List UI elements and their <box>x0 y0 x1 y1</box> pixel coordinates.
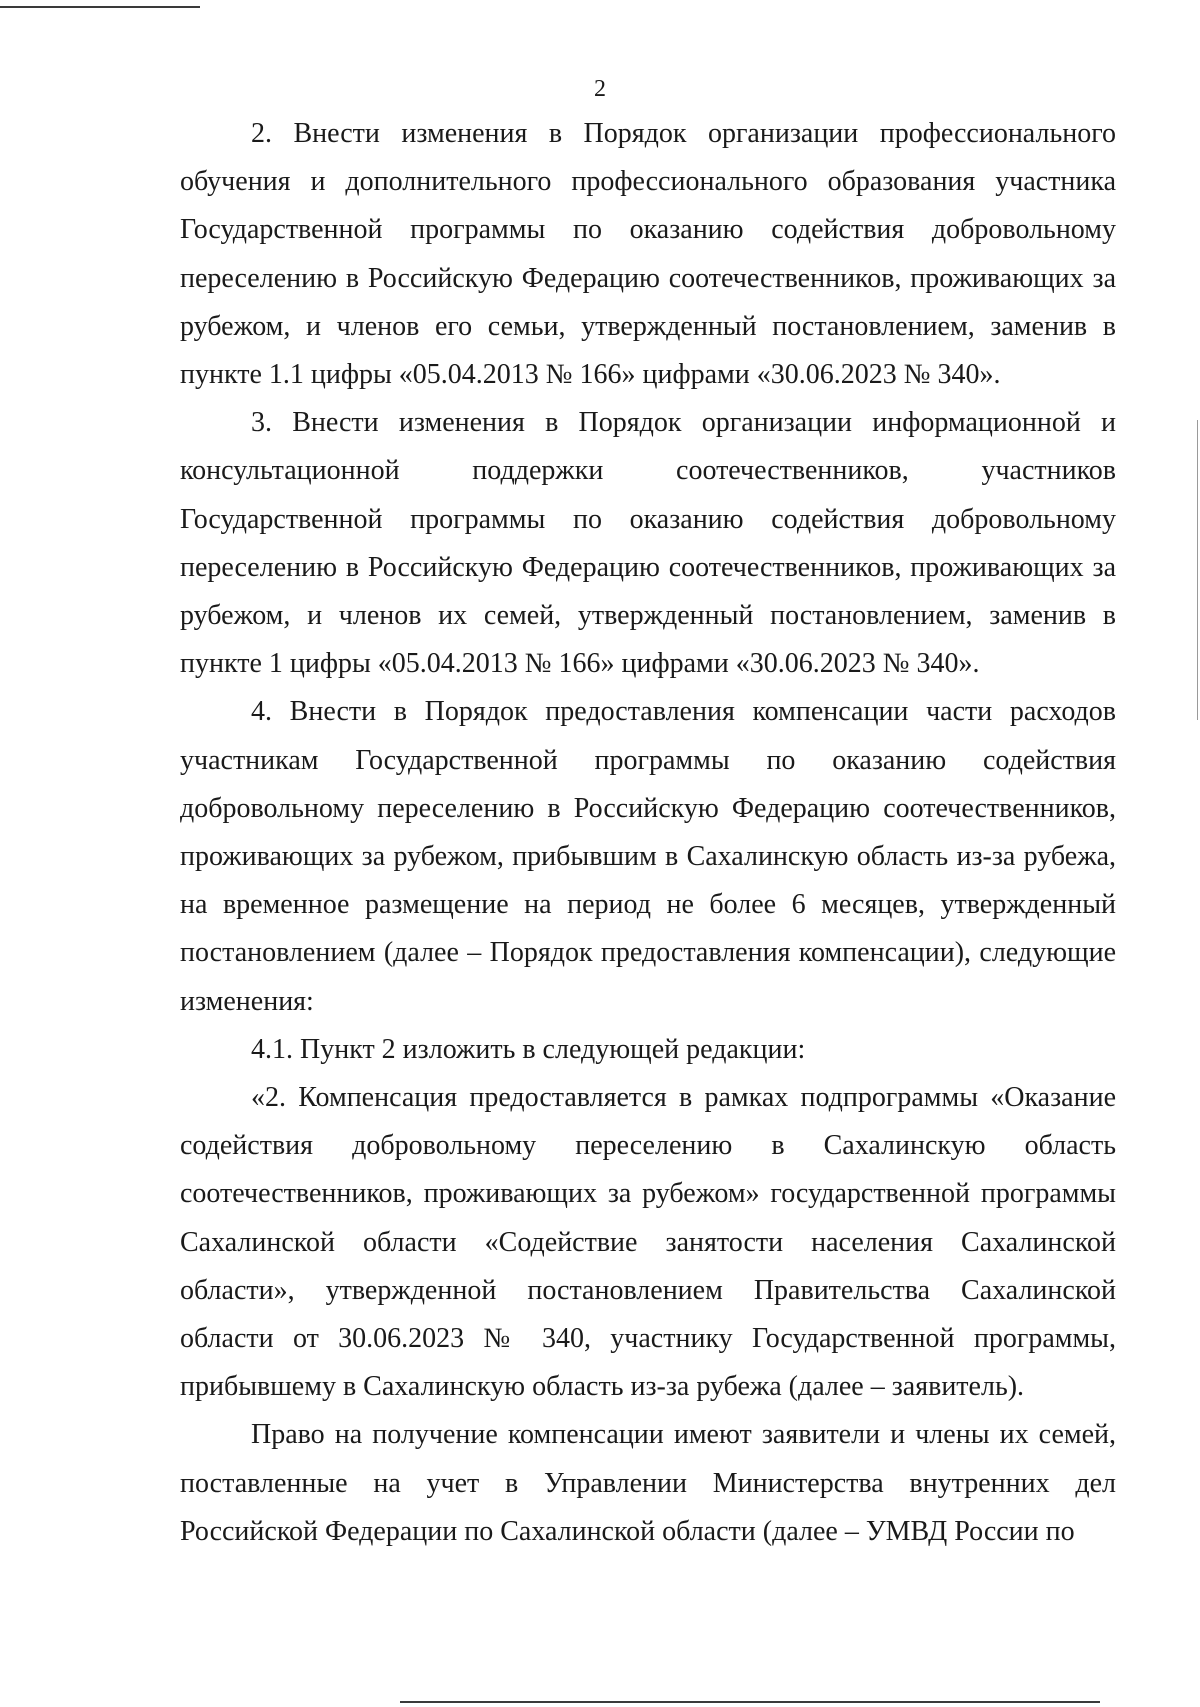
scan-edge-line <box>400 1701 1100 1703</box>
scan-edge-line <box>1197 420 1198 720</box>
page-number: 2 <box>594 76 606 102</box>
paragraph-item-4-1: 4.1. Пункт 2 изложить в следующей редакции: <box>251 1033 806 1065</box>
paragraph-quoted-item-2: «2. Компенсация предоставляется в рамках подпрограммы «Оказание содействия добровольному переселению в Сахалинскую область соотечественников, проживающих за рубежом» государственной программы Сахалинской области «Содействие занятости населения Сахалинской области», утвержденной постановлением Правительства Сахалинской области от 30.06.2023 № 340, участнику Государственной программы, прибывшему в Сахалинскую область из-за рубежа (далее – заявитель). <box>180 1082 1116 1403</box>
paragraph-compensation-right: Право на получение компенсации имеют заявители и члены их семей, поставленные на учет в Управлении Министерства внутренних дел Российской Федерации по Сахалинской области (далее – УМВД России по <box>180 1419 1116 1547</box>
paragraph-item-3: 3. Внести изменения в Порядок организации информационной и консультационной поддержки соотечественников, участников Государственной программы по оказанию содействия добровольному переселению в Российскую Федерацию соотечественников, проживающих за рубежом, и членов их семей, утвержденный постановлением, заменив в пункте 1 цифры «05.04.2013 № 166» цифрами «30.06.2023 № 340». <box>180 407 1116 680</box>
paragraph-item-2: 2. Внести изменения в Порядок организации профессионального обучения и дополнительного профессионального образования участника Государственной программы по оказанию содействия добровольному переселению в Российскую Федерацию соотечественников, проживающих за рубежом, и членов его семьи, утвержденный постановлением, заменив в пункте 1.1 цифры «05.04.2013 № 166» цифрами «30.06.2023 № 340». <box>180 118 1116 391</box>
document-body <box>180 110 1116 1556</box>
paragraph-item-4: 4. Внести в Порядок предоставления компенсации части расходов участникам Государственной программы по оказанию содействия добровольному переселению в Российскую Федерацию соотечественников, проживающих за рубежом, прибывшим в Сахалинскую область из-за рубежа, на временное размещение на период не более 6 месяцев, утвержденный постановлением (далее – Порядок предоставления компенсации), следующие изменения: <box>180 696 1116 1017</box>
scan-edge-line <box>0 6 200 8</box>
